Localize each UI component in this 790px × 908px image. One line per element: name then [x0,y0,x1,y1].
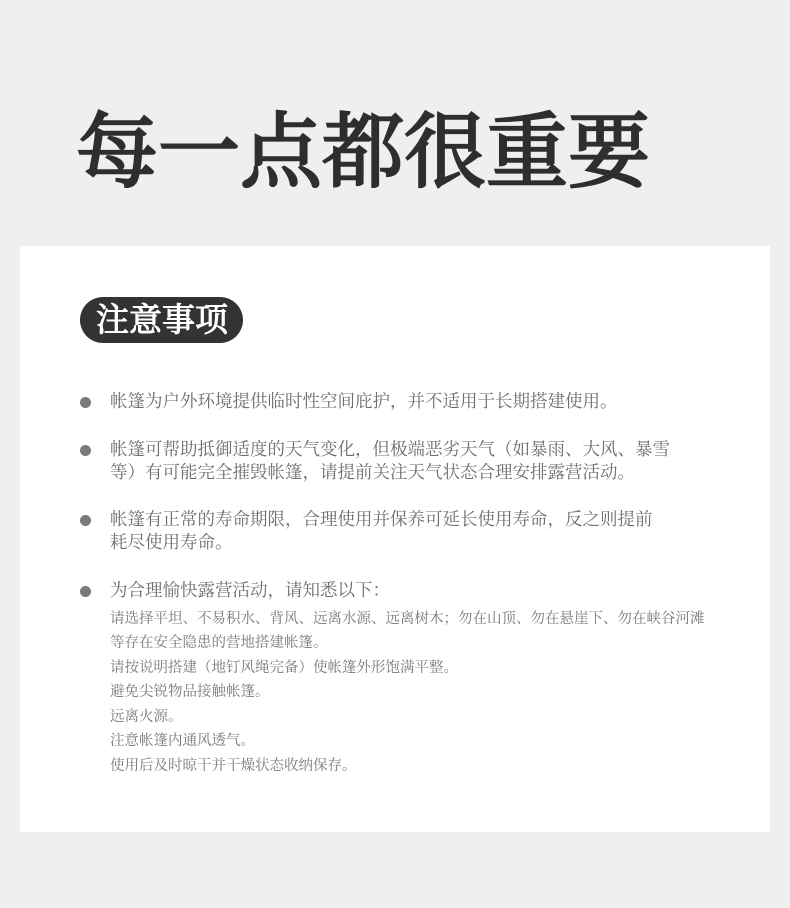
tip-line: 请按说明搭建（地钉风绳完备）使帐篷外形饱满平整。 [110,659,458,676]
page-headline: 每一点都很重要 [76,105,651,200]
notice-item [80,580,720,778]
bullet-dot-icon [80,586,91,597]
notice-item [80,391,720,414]
tips-sub-list [110,607,720,779]
bullet-dot-icon [80,445,91,456]
tip-line: 使用后及时晾干并干燥状态收纳保存。 [110,757,357,774]
notice-card [20,246,770,832]
tip-line: 请选择平坦、不易积水、背风、远离水源、远离树木；勿在山顶、勿在悬崖下、勿在峡谷河滩 [110,610,705,627]
item-text-line: 帐篷可帮助抵御适度的天气变化，但极端恶劣天气（如暴雨、大风、暴雪 [110,440,670,460]
notice-item [80,509,720,554]
section-title-pill: 注意事项 [80,297,243,343]
bullet-dot-icon [80,397,91,408]
tip-line: 远离火源。 [110,708,183,725]
tip-line: 注意帐篷内通风透气。 [110,733,255,749]
notice-item [80,439,720,484]
item-text-line: 耗尽使用寿命。 [110,532,233,553]
bullet-dot-icon [80,515,91,526]
item-text-line: 帐篷有正常的寿命期限，合理使用并保养可延长使用寿命，反之则提前 [110,510,653,530]
tip-line: 等存在安全隐患的营地搭建帐篷。 [110,635,328,651]
item-text-line: 帐篷为户外环境提供临时性空间庇护，并不适用于长期搭建使用。 [110,392,618,412]
item-text-line: 为合理愉快露营活动，请知悉以下： [110,581,390,601]
tip-line: 避免尖锐物品接触帐篷。 [110,684,270,700]
item-text-line: 等）有可能完全摧毁帐篷，请提前关注天气状态合理安排露营活动。 [110,462,635,483]
